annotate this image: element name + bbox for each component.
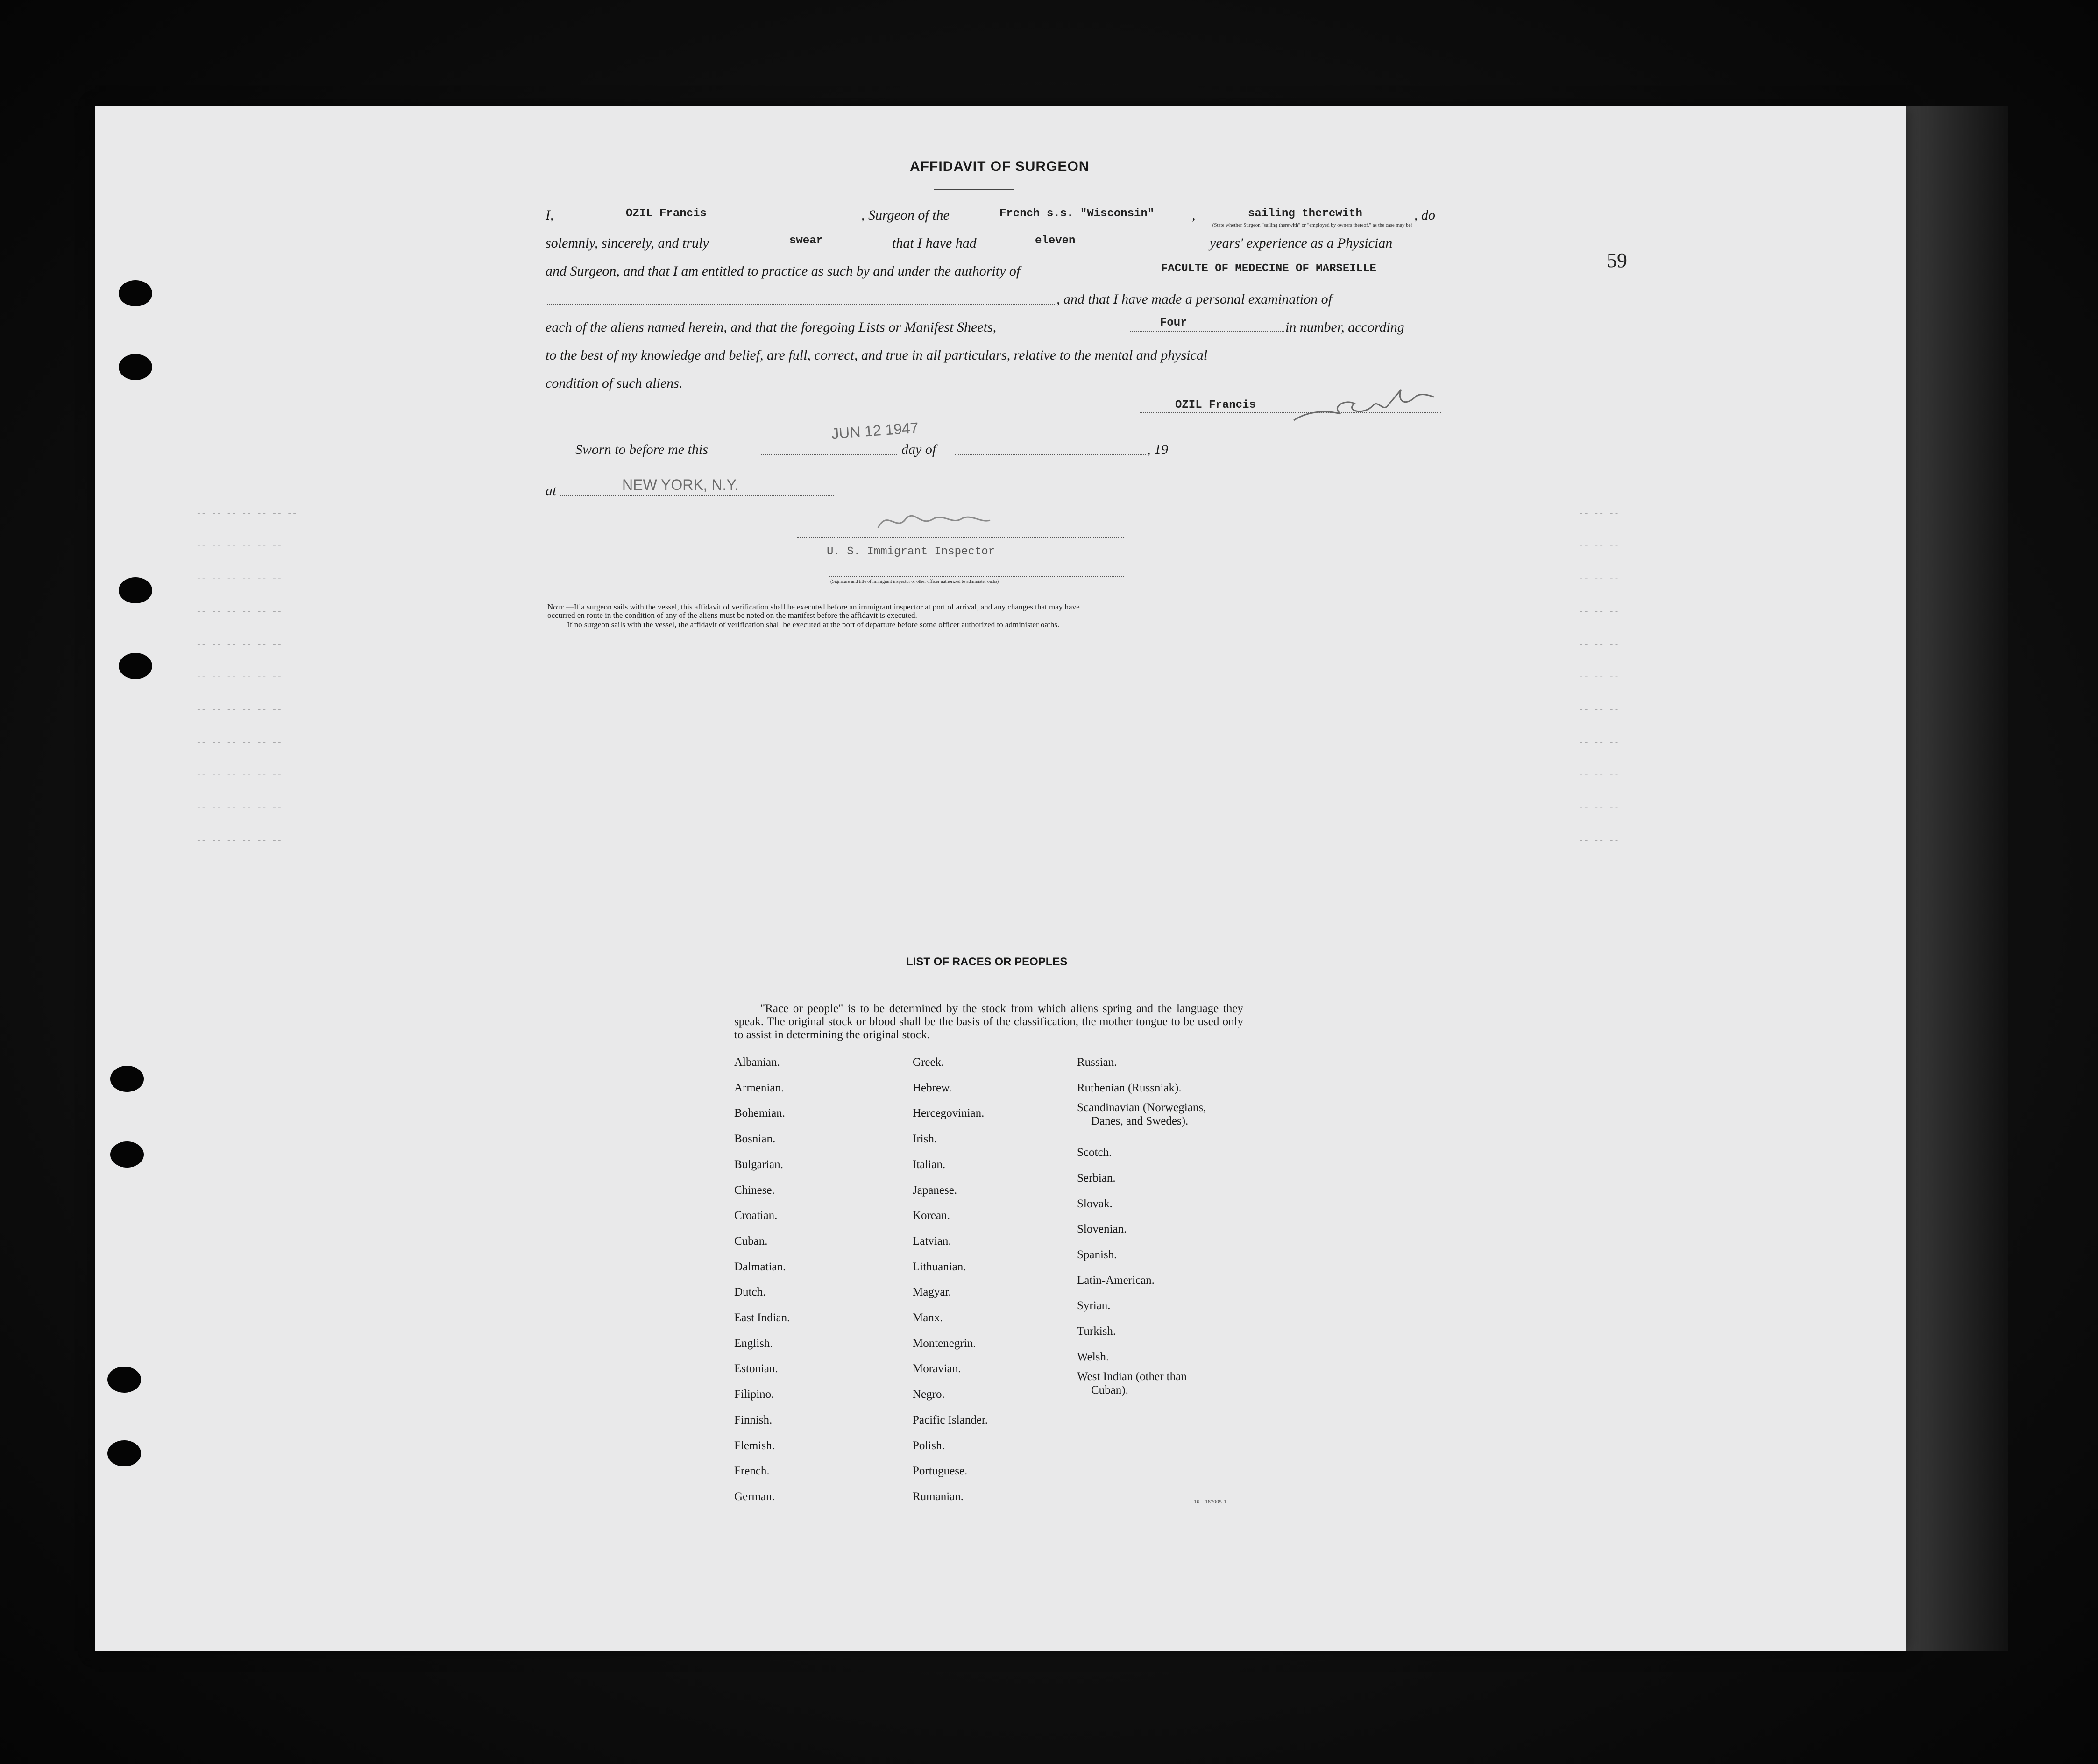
races-title: LIST OF RACES OR PEOPLES (906, 956, 1068, 968)
inspector-title: U. S. Immigrant Inspector (827, 545, 995, 558)
race-item: Ruthenian (Russniak). (1077, 1081, 1182, 1094)
races-intro: "Race or people" is to be determined by the stock from which aliens spring and the language they speak. The original stock or blood shall be the basis of the classification, the mother tongue to be used only to assist in determining the original stock. (734, 1002, 1243, 1041)
surgeon-signature-typed: OZIL Francis (1175, 399, 1256, 411)
race-item: Rumanian. (913, 1490, 964, 1503)
years: eleven (1035, 234, 1076, 247)
race-item: Estonian. (734, 1362, 778, 1375)
race-item: Portuguese. (913, 1465, 968, 1478)
race-item: Serbian. (1077, 1171, 1116, 1184)
page-number: 59 (1607, 249, 1627, 272)
inspector-caption: (Signature and title of immigrant inspector or other officer authorized to administer oaths) (830, 579, 999, 584)
race-item: Chinese. (734, 1183, 775, 1197)
sailing-note: (State whether Surgeon "sailing therewith" or "employed by owners thereof," as the case may be) (1212, 222, 1413, 228)
race-item-line: West Indian (other than (1077, 1370, 1187, 1383)
binder-hole (119, 653, 152, 679)
race-item: Negro. (913, 1388, 945, 1401)
line1-prefix: I, (546, 207, 554, 223)
bleed-through-manifest: -- -- -- -- -- -- -- -- -- -- -- -- -- -- -- -- -- -- -- -- -- -- -- -- -- -- -- -- -- -- -- -- -- -- -- -- -- -- -- -- -- -- -- -- -- -- -- -- -- -- -- -- -- -- -- -- -- -- -- -- -- -- -- -- -- -- -- -- -- -- -- -- -- -- -- -- -- -- -- -- -- -- -- -- -- -- -- -- -- -- -- -- -- -- -- -- -- -- -- -- (196, 509, 1619, 845)
race-item-line: Danes, and Swedes). (1091, 1115, 1189, 1128)
race-item: Lithuanian. (913, 1260, 966, 1273)
note-line1 (547, 602, 1080, 611)
sworn-day-field (761, 454, 897, 455)
race-item: Albanian. (734, 1056, 780, 1069)
note-text1: —If a surgeon sails with the vessel, this affidavit of verification shall be executed before an immigrant inspector at port of arrival, and any changes that may have (566, 602, 1080, 611)
binder-hole (119, 280, 152, 306)
race-item: Korean. (913, 1209, 950, 1222)
inspector-signature-line (797, 537, 1124, 538)
race-item: Moravian. (913, 1362, 961, 1375)
race-item: Irish. (913, 1133, 937, 1146)
race-item: Magyar. (913, 1286, 951, 1299)
sworn-month-field (955, 454, 1146, 455)
sworn-text2: day of (901, 442, 936, 457)
race-item: Bohemian. (734, 1107, 786, 1120)
binder-hole (107, 1440, 141, 1466)
date-stamp: JUN 12 1947 (830, 419, 919, 442)
sheets-count: Four (1160, 317, 1187, 329)
race-item: Polish. (913, 1439, 945, 1452)
title-underline (934, 189, 1014, 190)
line7-text: condition of such aliens. (546, 375, 683, 391)
race-item: Cuban. (734, 1234, 768, 1247)
binder-hole (119, 354, 152, 380)
race-item-line: Scandinavian (Norwegians, (1077, 1101, 1206, 1114)
race-item: Scotch. (1077, 1146, 1112, 1159)
place-stamp: NEW YORK, N.Y. (622, 476, 739, 493)
race-item: Filipino. (734, 1388, 774, 1401)
race-item: Greek. (913, 1056, 944, 1069)
race-item: Manx. (913, 1311, 943, 1325)
race-item: Bosnian. (734, 1133, 776, 1146)
affidavit-title: AFFIDAVIT OF SURGEON (910, 159, 1090, 174)
race-item: Dutch. (734, 1286, 766, 1299)
race-item: Finnish. (734, 1413, 773, 1426)
race-item: Latvian. (913, 1234, 951, 1247)
line2-text2: that I have had (892, 235, 977, 251)
race-item-line: Cuban). (1091, 1384, 1128, 1397)
race-item: Croatian. (734, 1209, 778, 1222)
form-number: 16—187005-1 (1194, 1498, 1226, 1505)
sheets-field (1130, 331, 1284, 332)
race-item: Spanish. (1077, 1248, 1117, 1261)
race-item: Montenegrin. (913, 1337, 976, 1350)
sworn-text1: Sworn to before me this (575, 442, 708, 457)
line2-text3: years' experience as a Physician (1210, 235, 1393, 251)
scan-shadow (1906, 106, 2008, 1651)
place-field (560, 495, 834, 496)
race-item: Slovak. (1077, 1197, 1113, 1210)
race-item: Bulgarian. (734, 1158, 783, 1171)
line3-text1: and Surgeon, and that I am entitled to practice as such by and under the authority of (546, 263, 1021, 279)
oath: swear (789, 234, 823, 247)
vessel-name: French s.s. "Wisconsin" (999, 207, 1155, 220)
surgeon-signature (1289, 383, 1439, 425)
note-label: Note. (547, 602, 566, 611)
sworn-text3: , 19 (1147, 442, 1168, 457)
race-item: German. (734, 1490, 775, 1503)
binder-hole (107, 1367, 141, 1393)
races-column-3 (1077, 1050, 1206, 1409)
line4-text: , and that I have made a personal examination of (1056, 291, 1332, 307)
binder-hole (110, 1141, 144, 1168)
race-item: Syrian. (1077, 1299, 1111, 1312)
races-column-1 (734, 1050, 790, 1510)
race-item-west-indian (1077, 1370, 1206, 1397)
race-item: Latin-American. (1077, 1274, 1155, 1287)
line6-text: to the best of my knowledge and belief, are full, correct, and true in all particulars, relative to the mental and physical (546, 347, 1208, 363)
line2-text1: solemnly, sincerely, and truly (546, 235, 709, 251)
race-item: Turkish. (1077, 1325, 1116, 1338)
line1-do: , do (1414, 207, 1435, 223)
race-item: French. (734, 1465, 770, 1478)
race-item: Welsh. (1077, 1350, 1109, 1363)
note-line2: occurred en route in the condition of any of the aliens must be noted on the manifest before the affidavit is executed. (547, 611, 917, 620)
line5-text1: each of the aliens named herein, and that the foregoing Lists or Manifest Sheets, (546, 319, 997, 335)
race-item: Armenian. (734, 1081, 784, 1094)
race-item: East Indian. (734, 1311, 790, 1325)
binder-hole (110, 1066, 144, 1092)
inspector-signature (873, 504, 995, 537)
race-item: Japanese. (913, 1183, 957, 1197)
binder-hole (119, 577, 152, 603)
race-item: Hebrew. (913, 1081, 952, 1094)
race-item-scandinavian (1077, 1101, 1206, 1128)
line5-text2: in number, according (1285, 319, 1404, 335)
race-item: Dalmatian. (734, 1260, 786, 1273)
authority-field-cont (546, 304, 1055, 305)
sailing-status: sailing therewith (1248, 207, 1362, 220)
race-item: Flemish. (734, 1439, 775, 1452)
authority: FACULTE OF MEDECINE OF MARSEILLE (1161, 262, 1376, 275)
line1-comma: , (1192, 207, 1196, 223)
race-item: Pacific Islander. (913, 1413, 988, 1426)
race-item: Hercegovinian. (913, 1107, 985, 1120)
line1-surgeon-of: , Surgeon of the (861, 207, 950, 223)
race-item: Slovenian. (1077, 1223, 1127, 1236)
race-item: Russian. (1077, 1056, 1117, 1069)
surgeon-name: OZIL Francis (626, 207, 707, 220)
at-label: at (546, 483, 557, 498)
note-line3: If no surgeon sails with the vessel, the affidavit of verification shall be executed at the port of departure before some officer authorized to administer oaths. (567, 620, 1060, 629)
race-item: English. (734, 1337, 773, 1350)
races-column-2 (913, 1050, 988, 1510)
race-item: Italian. (913, 1158, 946, 1171)
inspector-caption-line (829, 576, 1124, 577)
